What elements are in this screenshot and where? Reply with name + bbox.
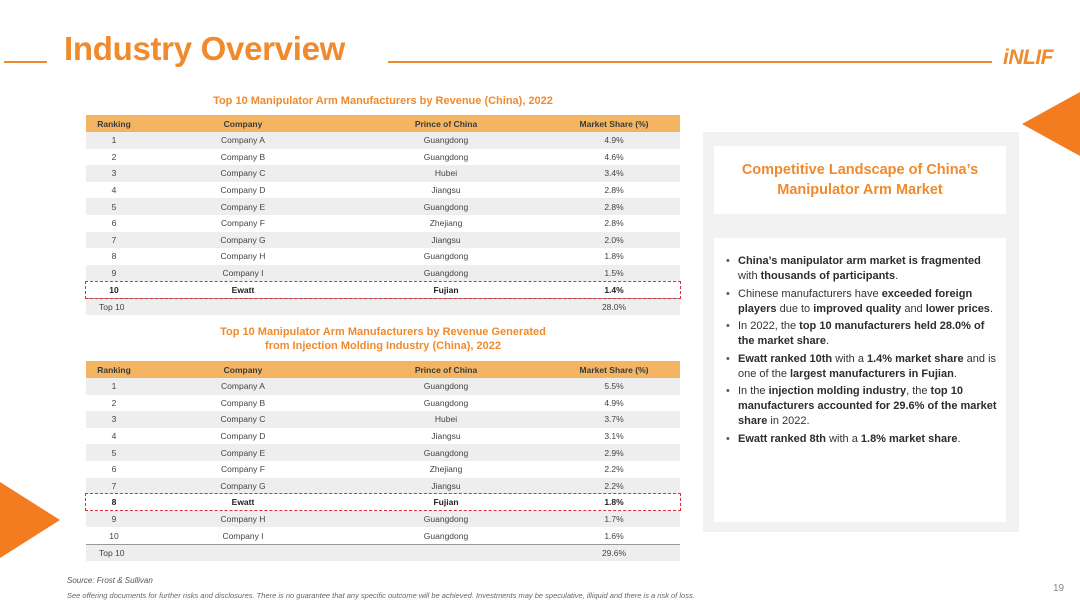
decorative-triangle-left bbox=[0, 482, 60, 558]
table-cell: 3 bbox=[111, 168, 117, 179]
bullet-text: Chinese manufacturers have bbox=[738, 287, 882, 300]
table-cell: Company H bbox=[220, 514, 266, 525]
table-total-row bbox=[86, 298, 680, 315]
table-cell: Company I bbox=[222, 530, 264, 541]
table-cell: 2.2% bbox=[604, 480, 624, 491]
column-header: Prince of China bbox=[414, 364, 478, 375]
table-cell: Guangdong bbox=[423, 268, 469, 279]
bullet-item bbox=[726, 319, 1000, 349]
panel-title-line1: Competitive Landscape of China’s bbox=[741, 162, 979, 178]
table-row bbox=[86, 461, 680, 478]
table-cell: Company D bbox=[220, 431, 266, 442]
panel-body bbox=[714, 238, 1006, 522]
panel-title-line2: Manipulator Arm Market bbox=[777, 182, 943, 198]
bullet-emphasis: 1.8% market share bbox=[860, 432, 958, 445]
table-cell: Company I bbox=[222, 268, 264, 279]
decorative-triangle-right bbox=[1022, 92, 1080, 156]
bullet-text: . bbox=[826, 335, 830, 347]
table-cell: 6 bbox=[111, 218, 117, 229]
table-cell: Guangdong bbox=[423, 530, 469, 541]
bullet-emphasis: lower prices bbox=[925, 302, 990, 315]
table-cell: 1 bbox=[111, 135, 117, 146]
table-cell: 6 bbox=[111, 464, 117, 475]
total-label: Top 10 bbox=[99, 301, 125, 312]
bullet-text: due to bbox=[776, 302, 814, 315]
column-header: Company bbox=[223, 118, 263, 129]
table-cell: Guangdong bbox=[423, 251, 469, 262]
table-cell: Company G bbox=[220, 480, 266, 491]
table-row bbox=[86, 149, 680, 166]
table-row bbox=[86, 215, 680, 232]
table-cell: 1.6% bbox=[604, 530, 624, 541]
table-cell: 5 bbox=[111, 201, 117, 212]
table-total-row bbox=[86, 544, 680, 561]
table2-highlight-box bbox=[85, 493, 681, 511]
table-cell: 7 bbox=[111, 234, 117, 245]
table-cell: Jiangsu bbox=[431, 234, 461, 245]
table-cell: Guangdong bbox=[423, 514, 469, 525]
table-row bbox=[86, 132, 680, 149]
bullet-emphasis: top 10 manufacturers accounted for 29.6% of the market share bbox=[738, 385, 997, 427]
table-cell: Company B bbox=[220, 397, 266, 408]
table-cell: 3 bbox=[111, 414, 117, 425]
table-row bbox=[86, 395, 680, 412]
table-cell: 1.7% bbox=[604, 514, 624, 525]
table-cell: Guangdong bbox=[423, 381, 469, 392]
table-cell: Zhejiang bbox=[429, 218, 463, 229]
bullet-text: in 2022. bbox=[767, 415, 810, 427]
table-row bbox=[86, 478, 680, 495]
table-cell: Fujian bbox=[433, 497, 459, 508]
bullet-text: , the bbox=[906, 385, 931, 397]
table1-highlight-box bbox=[85, 281, 681, 299]
table-cell: 4 bbox=[111, 431, 117, 442]
bullet-text: and bbox=[901, 302, 926, 315]
table-row bbox=[86, 198, 680, 215]
column-header: Market Share (%) bbox=[579, 364, 649, 375]
table-cell: 5 bbox=[111, 447, 117, 458]
table1-title: Top 10 Manipulator Arm Manufacturers by Revenue (China), 2022 bbox=[213, 95, 553, 107]
company-logo: iNLIF bbox=[1003, 46, 1053, 69]
table-cell: 2 bbox=[111, 151, 117, 162]
table-cell: Company E bbox=[220, 201, 266, 212]
bullet-emphasis: Ewatt ranked 8th bbox=[738, 432, 827, 445]
column-header: Company bbox=[223, 364, 263, 375]
table-cell: Guangdong bbox=[423, 397, 469, 408]
bullet-text: . bbox=[989, 302, 993, 315]
table-header-row bbox=[86, 361, 680, 378]
table-cell: 7 bbox=[111, 480, 117, 491]
bullet-item bbox=[726, 352, 1000, 382]
bullet-text: . bbox=[957, 432, 961, 445]
page-title: Industry Overview bbox=[64, 30, 346, 67]
table-row bbox=[86, 165, 680, 182]
table-cell: Guangdong bbox=[423, 135, 469, 146]
table-cell: 1.4% bbox=[604, 284, 624, 295]
panel-title bbox=[742, 160, 978, 200]
table-cell: 3.1% bbox=[604, 431, 624, 442]
bullet-emphasis: Ewatt ranked 10th bbox=[738, 352, 833, 365]
table-cell: Company A bbox=[221, 381, 265, 392]
table-cell: 2.8% bbox=[604, 201, 624, 212]
bullet-text: . bbox=[895, 270, 899, 282]
table-cell: 2.9% bbox=[604, 447, 624, 458]
column-header: Ranking bbox=[97, 118, 131, 129]
column-header: Ranking bbox=[97, 364, 131, 375]
table-row bbox=[86, 527, 680, 544]
table-cell: 4 bbox=[111, 185, 117, 196]
table2 bbox=[86, 361, 680, 561]
bullet-text: with a bbox=[826, 432, 861, 445]
table-cell: Jiangsu bbox=[431, 185, 461, 196]
bullet-item bbox=[726, 384, 1000, 429]
table-row bbox=[86, 378, 680, 395]
table-row bbox=[86, 182, 680, 199]
table-cell: Hubei bbox=[434, 414, 458, 425]
table-cell: 4.9% bbox=[604, 135, 624, 146]
table-cell: Ewatt bbox=[231, 284, 255, 295]
source-note: Source: Frost & Sullivan bbox=[67, 576, 153, 585]
table-cell: 10 bbox=[109, 530, 119, 541]
table-cell: Company E bbox=[220, 447, 266, 458]
table-cell: Fujian bbox=[433, 284, 459, 295]
bullet-emphasis: injection molding industry bbox=[768, 385, 907, 397]
table-row bbox=[86, 411, 680, 428]
total-value: 28.0% bbox=[601, 301, 627, 312]
bullet-text: with a bbox=[832, 352, 867, 365]
header-rule-left bbox=[4, 61, 47, 63]
table-row bbox=[86, 265, 680, 282]
table-cell: 10 bbox=[109, 284, 119, 295]
table2-title-line2: from Injection Molding Industry (China), 2022 bbox=[265, 340, 501, 352]
table2-title-line1: Top 10 Manipulator Arm Manufacturers by Revenue Generated bbox=[220, 326, 546, 338]
table-cell: 1 bbox=[111, 381, 117, 392]
table-cell: Guangdong bbox=[423, 151, 469, 162]
table-cell: 1.8% bbox=[604, 251, 624, 262]
table-cell: 3.4% bbox=[604, 168, 624, 179]
table-cell: 1.8% bbox=[604, 497, 624, 508]
total-value: 29.6% bbox=[601, 547, 627, 558]
table-cell: Company A bbox=[221, 135, 265, 146]
table-cell: Hubei bbox=[434, 168, 458, 179]
bullet-emphasis: thousands of participants bbox=[760, 270, 896, 282]
bullet-item bbox=[726, 287, 1000, 317]
panel-title-box bbox=[714, 146, 1006, 214]
bullet-text: In the bbox=[738, 385, 769, 397]
bullet-text: and is one of the bbox=[738, 352, 997, 380]
table-cell: Company G bbox=[220, 234, 266, 245]
table-cell: Company C bbox=[220, 414, 266, 425]
bullet-emphasis: 1.4% market share bbox=[867, 352, 964, 365]
table-cell: 2 bbox=[111, 397, 117, 408]
table-cell: 4.6% bbox=[604, 151, 624, 162]
table-cell: Ewatt bbox=[231, 497, 255, 508]
table-cell: 3.7% bbox=[604, 414, 624, 425]
table-cell: 2.0% bbox=[604, 234, 624, 245]
table-cell: Zhejiang bbox=[429, 464, 463, 475]
table-cell: Company F bbox=[221, 218, 265, 229]
bullet-text: with bbox=[738, 270, 761, 282]
column-header: Prince of China bbox=[414, 118, 478, 129]
bullet-text: . bbox=[953, 367, 957, 380]
table-row bbox=[86, 444, 680, 461]
table-cell: 1.5% bbox=[604, 268, 624, 279]
bullet-emphasis: China’s manipulator arm market is fragmented bbox=[738, 255, 981, 267]
table-header-row bbox=[86, 115, 680, 132]
table-cell: Jiangsu bbox=[431, 431, 461, 442]
table-cell: 8 bbox=[111, 251, 117, 262]
table-row bbox=[86, 511, 680, 528]
bullet-list bbox=[726, 254, 1000, 447]
table-cell: Company H bbox=[220, 251, 266, 262]
bullet-item bbox=[726, 432, 1000, 447]
table-cell: 4.9% bbox=[604, 397, 624, 408]
table-cell: 5.5% bbox=[604, 381, 624, 392]
header-rule-right bbox=[388, 61, 992, 63]
total-label: Top 10 bbox=[99, 547, 125, 558]
table-cell: 2.8% bbox=[604, 185, 624, 196]
bullet-emphasis: exceeded foreign players bbox=[738, 287, 973, 315]
disclaimer: See offering documents for further risks and disclosures. There is no guarantee that any specific outcome will be achieved. Investments may be speculative, illiquid and there is a risk of loss. bbox=[67, 591, 695, 600]
bullet-emphasis: improved quality bbox=[813, 302, 902, 315]
table-cell: Jiangsu bbox=[431, 480, 461, 491]
bullet-emphasis: top 10 manufacturers held 28.0% of the market share bbox=[738, 320, 985, 347]
page-number: 19 bbox=[1053, 583, 1065, 594]
column-header: Market Share (%) bbox=[579, 118, 649, 129]
table-cell: Company F bbox=[221, 464, 265, 475]
table-cell: 2.8% bbox=[604, 218, 624, 229]
bullet-text: In 2022, the bbox=[738, 320, 800, 332]
table-cell: 8 bbox=[111, 497, 117, 508]
table-cell: 9 bbox=[111, 268, 117, 279]
table-row bbox=[86, 232, 680, 249]
table-cell: 2.2% bbox=[604, 464, 624, 475]
table-row bbox=[86, 248, 680, 265]
bullet-item bbox=[726, 254, 1000, 284]
table-cell: Guangdong bbox=[423, 447, 469, 458]
bullet-emphasis: largest manufacturers in Fujian bbox=[790, 367, 954, 380]
table-cell: Guangdong bbox=[423, 201, 469, 212]
table-cell: Company C bbox=[220, 168, 266, 179]
table2-title bbox=[86, 325, 680, 353]
table-cell: Company B bbox=[220, 151, 266, 162]
table-row bbox=[86, 428, 680, 445]
table-cell: Company D bbox=[220, 185, 266, 196]
table-cell: 9 bbox=[111, 514, 117, 525]
